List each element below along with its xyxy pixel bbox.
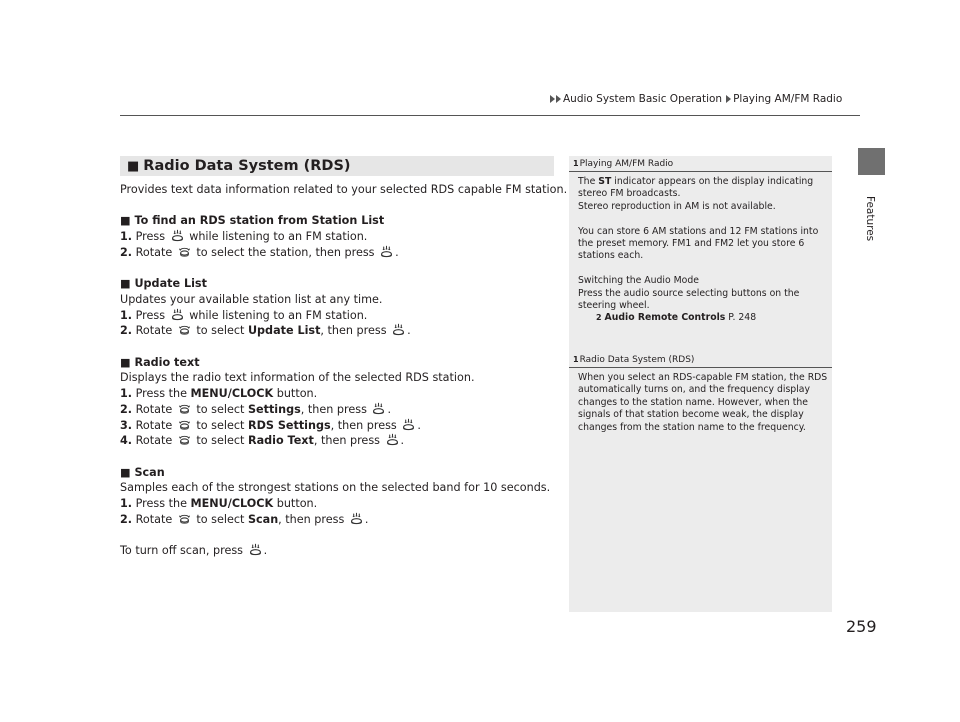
breadcrumb-arrow-icon xyxy=(550,95,555,103)
push-knob-icon xyxy=(171,308,184,321)
push-knob-icon xyxy=(392,323,405,336)
rotate-knob-icon xyxy=(178,512,191,525)
push-knob-icon xyxy=(380,245,393,258)
breadcrumb-arrow-icon xyxy=(556,95,561,103)
push-knob-icon xyxy=(386,433,399,446)
push-knob-icon xyxy=(402,418,415,431)
step: 2. Rotate to select Settings, then press . xyxy=(120,402,392,416)
subheading: ■ Radio text xyxy=(120,355,200,369)
rotate-knob-icon xyxy=(178,402,191,415)
push-knob-icon xyxy=(171,229,184,242)
step: 1. Press while listening to an FM station. xyxy=(120,308,368,322)
rotate-knob-icon xyxy=(178,433,191,446)
main-content xyxy=(120,182,568,559)
note-body: When you select an RDS-capable FM station, the RDS automatically turns on, and the frequency display changes to the station name. However, when the signals of that station become weak, the display changes from the station name to the frequency. xyxy=(578,372,828,433)
breadcrumb xyxy=(550,93,846,105)
side-tab-marker xyxy=(858,148,885,175)
push-knob-icon xyxy=(249,543,262,556)
step: 1. Press the MENU/CLOCK button. xyxy=(120,387,318,401)
push-knob-icon xyxy=(372,402,385,415)
subheading: ■ To find an RDS station from Station List xyxy=(120,214,385,228)
step: 4. Rotate to select Radio Text, then press . xyxy=(120,434,405,448)
description: Updates your available station list at any time. xyxy=(120,292,383,306)
breadcrumb-item[interactable]: Playing AM/FM Radio xyxy=(733,93,843,105)
note-title: 1 Radio Data System (RDS) xyxy=(573,355,695,365)
breadcrumb-arrow-icon xyxy=(726,95,731,103)
cross-reference-link[interactable]: 2 Audio Remote Controls P. 248 xyxy=(596,312,757,324)
breadcrumb-item[interactable]: Audio System Basic Operation xyxy=(563,93,723,105)
step: 2. Rotate to select the station, then press . xyxy=(120,245,399,259)
description: Displays the radio text information of the selected RDS station. xyxy=(120,371,475,385)
note-title: 1 Playing AM/FM Radio xyxy=(573,159,674,169)
intro-text: Provides text data information related to your selected RDS capable FM station. xyxy=(120,183,568,196)
section-heading xyxy=(120,156,554,176)
step: 1. Press while listening to an FM station. xyxy=(120,230,368,244)
section-title: Radio Data System (RDS) xyxy=(143,158,351,174)
page-number: 259 xyxy=(846,617,877,636)
step: 1. Press the MENU/CLOCK button. xyxy=(120,497,318,510)
step: 3. Rotate to select RDS Settings, then press . xyxy=(120,418,421,432)
note-rds xyxy=(569,354,832,434)
rotate-knob-icon xyxy=(178,323,191,336)
rotate-knob-icon xyxy=(178,245,191,258)
section-bullet-icon: ■ xyxy=(127,158,140,174)
turn-off-scan-text: To turn off scan, press . xyxy=(120,544,268,558)
side-tab-label: Features xyxy=(864,196,876,242)
xref-arrow-icon: 2 xyxy=(596,313,602,323)
step: 2. Rotate to select Update List, then press . xyxy=(120,324,411,338)
description: Samples each of the strongest stations on the selected band for 10 seconds. xyxy=(120,481,551,495)
rotate-knob-icon xyxy=(178,418,191,431)
subheading: ■ Scan xyxy=(120,465,165,479)
note-body: The ST indicator appears on the display indicating stereo FM broadcasts. Stereo reproduction in AM is not available. You can store 6 AM stations and 12 FM stations into the preset memory. FM1 and FM2 let you store 6 stations each. Switching the Audio Mode Press the audio source selecting buttons on the steering wheel. 2 Audio Remote Controls P. 248 xyxy=(569,172,832,325)
subheading: ■ Update List xyxy=(120,277,207,291)
note-playing-am-fm xyxy=(569,158,832,325)
push-knob-icon xyxy=(350,512,363,525)
step: 2. Rotate to select Scan, then press . xyxy=(120,512,369,526)
header-rule xyxy=(120,115,860,116)
